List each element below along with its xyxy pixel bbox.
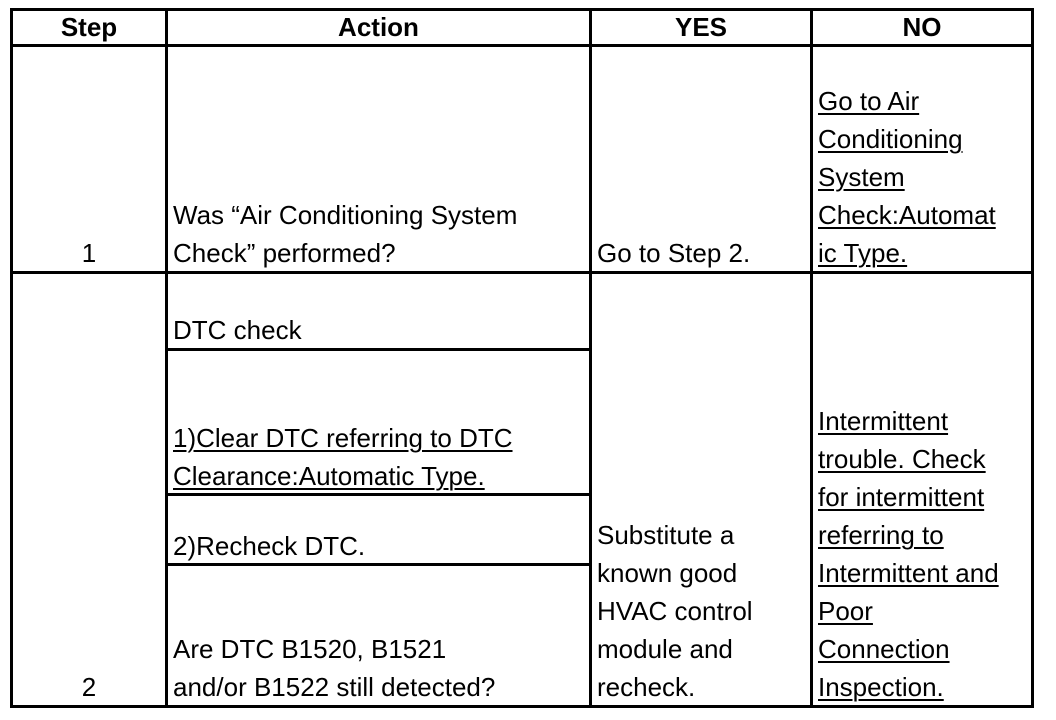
row2-action-clear-line[interactable]: 1)Clear DTC referring to DTC	[173, 423, 513, 453]
row1-action	[173, 196, 587, 272]
yes-no-divider	[810, 8, 813, 708]
row2-no-line[interactable]: Connection	[818, 634, 950, 664]
row1-no-line[interactable]: ic Type.	[818, 238, 908, 268]
row1-yes: Go to Step 2.	[597, 238, 751, 268]
row1-step: 1	[81, 238, 97, 268]
row2-no-line[interactable]: Inspection.	[818, 672, 944, 702]
header-step: Step	[60, 12, 118, 42]
header-yes: YES	[674, 12, 728, 42]
header-action: Action	[338, 12, 419, 42]
step-action-divider	[165, 8, 168, 708]
row2-yes-line: known good	[597, 558, 738, 588]
row1-action-line: Check” performed?	[173, 238, 396, 268]
row2-no-line[interactable]: Intermittent and	[818, 558, 999, 588]
row2-no-line[interactable]: trouble. Check	[818, 444, 986, 474]
row2-action-recheck: 2)Recheck DTC.	[173, 531, 366, 561]
row1-no-line[interactable]: System	[818, 162, 905, 192]
row2-yes-line: module and	[597, 634, 733, 664]
table-right-border	[1031, 8, 1034, 708]
row2-no-line[interactable]: Intermittent	[818, 406, 949, 436]
row2-yes-line: HVAC control	[597, 596, 753, 626]
row1-no-line[interactable]: Check:Automat	[818, 200, 996, 230]
row2-action-clear-line[interactable]: Clearance:Automatic Type.	[173, 461, 485, 491]
row2-no-line[interactable]: Poor	[818, 596, 873, 626]
row2-no-line[interactable]: referring to	[818, 520, 944, 550]
row1-action-line: Was “Air Conditioning System	[173, 200, 518, 230]
row2-action-clear-link[interactable]	[173, 419, 587, 495]
row1-no-link[interactable]	[818, 82, 1030, 272]
table-left-border	[10, 8, 13, 708]
row2-yes-line: recheck.	[597, 672, 696, 702]
row2-step: 2	[81, 672, 97, 702]
row2-yes-line: Substitute a	[597, 520, 735, 550]
row2-action-question-line: and/or B1522 still detected?	[173, 672, 496, 702]
row2-action-question-line: Are DTC B1520, B1521	[173, 634, 447, 664]
row2-action-question	[173, 630, 587, 706]
action-yes-divider	[589, 8, 592, 708]
header-no: NO	[902, 12, 942, 42]
row2-yes	[597, 516, 807, 706]
row1-no-line[interactable]: Conditioning	[818, 124, 963, 154]
row2-no-link[interactable]	[818, 402, 1030, 706]
row1-no-line[interactable]: Go to Air	[818, 86, 920, 116]
row2-action-dtc-check: DTC check	[173, 315, 302, 345]
row2-no-line[interactable]: for intermittent	[818, 482, 985, 512]
